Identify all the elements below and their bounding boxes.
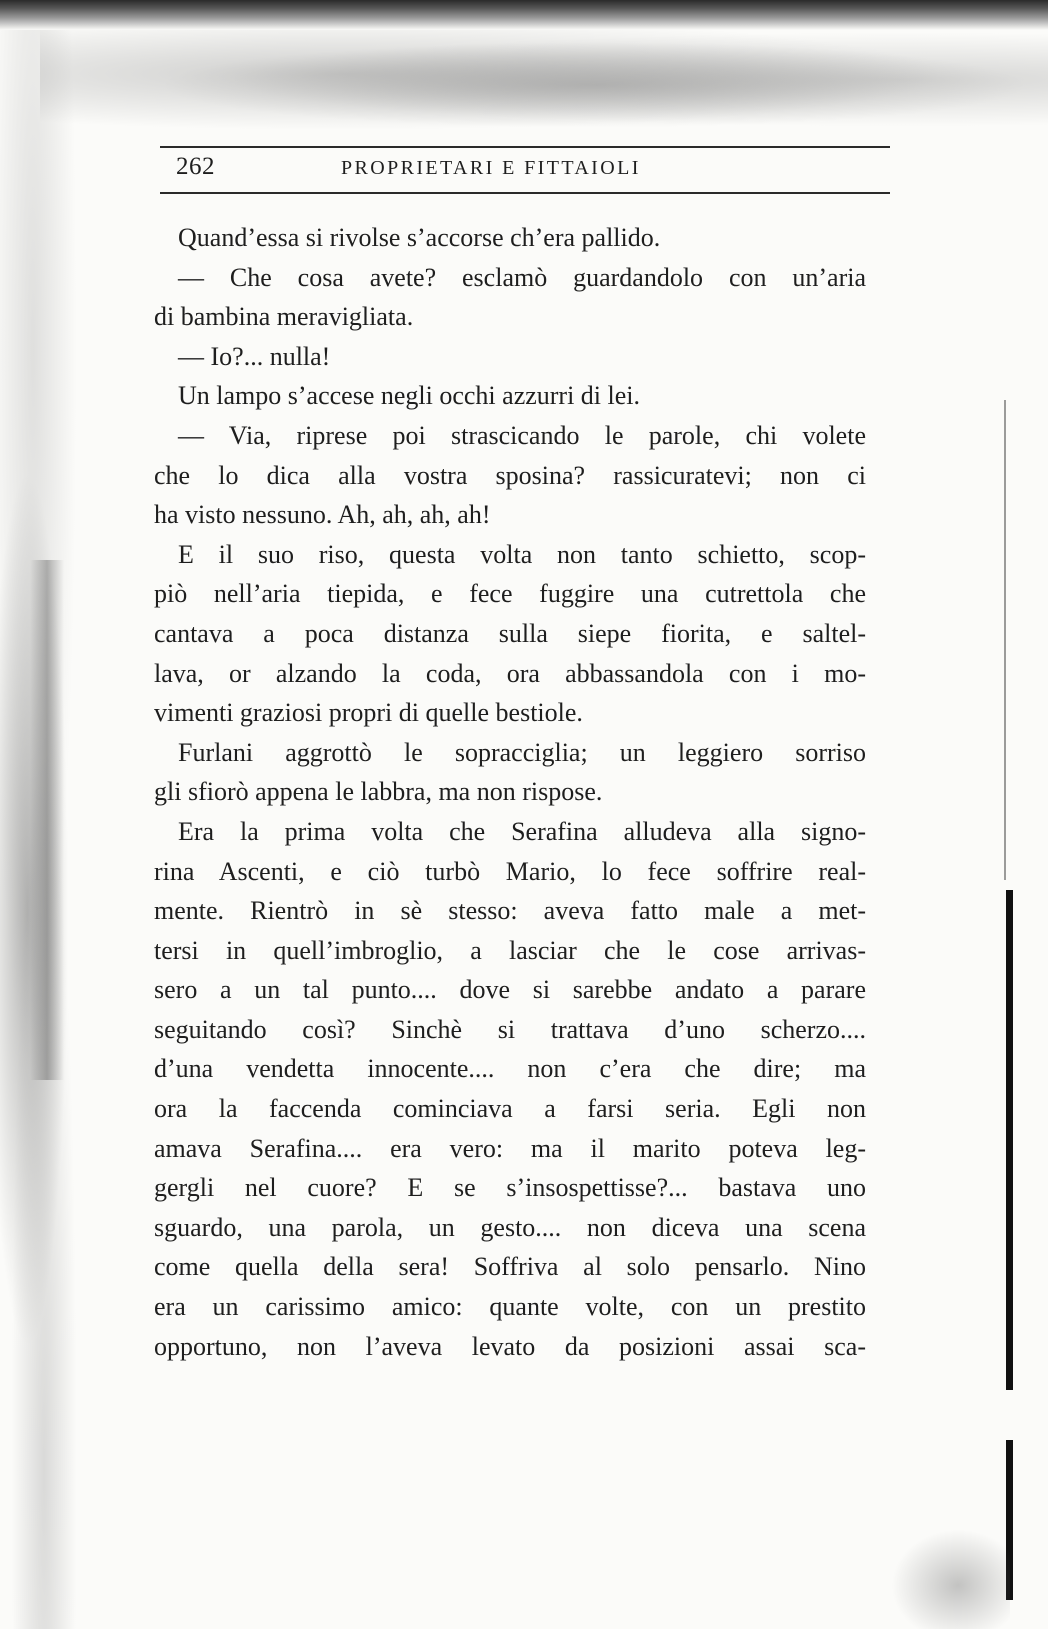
- text-line: gergli nel cuore? E se s’insospettisse?... bastava uno: [154, 1173, 866, 1203]
- scan-edge-top: [0, 0, 1048, 30]
- text-line: tersi in quell’imbroglio, a lasciar che le cose arrivas-: [154, 935, 866, 965]
- scan-edge-right-bar: [1006, 890, 1013, 1390]
- text-line: opportuno, non l’aveva levato da posizioni assai sca-: [154, 1331, 866, 1361]
- page-number: 262: [176, 153, 215, 180]
- text-line: d’una vendetta innocente.... non c’era che dire; ma: [154, 1054, 866, 1084]
- header-rule-top: [160, 146, 890, 148]
- text-line: cantava a poca distanza sulla siepe fiorita, e saltel-: [154, 618, 866, 648]
- text-line: ha visto nessuno. Ah, ah, ah, ah!: [154, 500, 491, 530]
- text-line: Furlani aggrottò le sopracciglia; un leggiero sorriso: [178, 737, 866, 767]
- text-line: E il suo riso, questa volta non tanto schietto, scop-: [178, 539, 866, 569]
- text-line: ora la faccenda cominciava a farsi seria. Egli non: [154, 1094, 866, 1124]
- text-line: vimenti graziosi propri di quelle bestiole.: [154, 698, 583, 728]
- scan-noise-bottom: [880, 1520, 1010, 1629]
- text-line: lava, or alzando la coda, ora abbassandola con i mo-: [154, 658, 866, 688]
- text-line: gli sfiorò appena le labbra, ma non rispose.: [154, 777, 603, 807]
- text-line: rina Ascenti, e ciò turbò Mario, lo fece soffrire real-: [154, 856, 866, 886]
- text-line: mente. Rientrò in sè stesso: aveva fatto male a met-: [154, 896, 866, 926]
- running-head: PROPRIETARI E FITTAIOLI: [341, 157, 641, 179]
- text-line: — Io?... nulla!: [178, 341, 331, 371]
- text-line: amava Serafina.... era vero: ma il marito poteva leg-: [154, 1133, 866, 1163]
- header-rule-bottom: [160, 192, 890, 194]
- scan-shadow-left: [30, 560, 64, 1080]
- scan-noise-top: [40, 30, 1048, 140]
- text-line: di bambina meravigliata.: [154, 302, 414, 332]
- text-line: sero a un tal punto.... dove si sarebbe andato a parare: [154, 975, 866, 1005]
- text-line: che lo dica alla vostra sposina? rassicuratevi; non ci: [154, 460, 866, 490]
- text-line: era un carissimo amico: quante volte, con un prestito: [154, 1292, 866, 1322]
- text-line: sguardo, una parola, un gesto.... non diceva una scena: [154, 1212, 866, 1242]
- text-line: Era la prima volta che Serafina alludeva alla signo-: [178, 816, 866, 846]
- text-line: seguitando così? Sinchè si trattava d’uno scherzo....: [154, 1014, 866, 1044]
- text-line: piò nell’aria tiepida, e fece fuggire una cutrettola che: [154, 579, 866, 609]
- text-line: come quella della sera! Soffriva al solo pensarlo. Nino: [154, 1252, 866, 1282]
- text-line: Un lampo s’accese negli occhi azzurri di lei.: [178, 381, 641, 411]
- text-line: — Via, riprese poi strascicando le parole, chi volete: [178, 420, 866, 450]
- text-line: — Che cosa avete? esclamò guardandolo con un’aria: [178, 262, 866, 292]
- body-text: [154, 218, 866, 1366]
- scan-edge-right-thin: [1004, 400, 1006, 880]
- text-line: Quand’essa si rivolse s’accorse ch’era pallido.: [178, 223, 661, 252]
